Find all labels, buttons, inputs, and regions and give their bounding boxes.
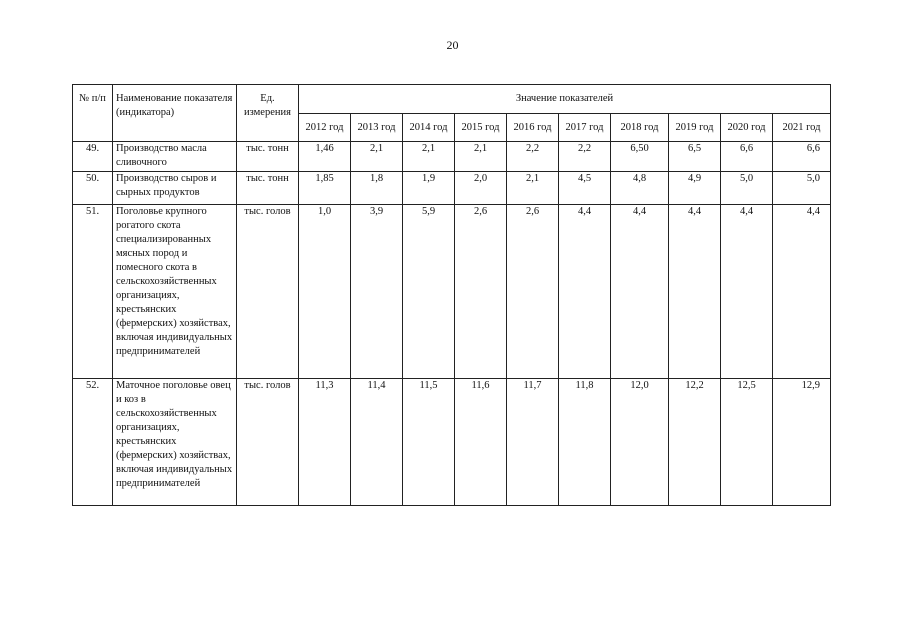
unit-cell: тыс. голов <box>237 379 299 506</box>
value-cell: 1,0 <box>299 205 351 379</box>
header-year: 2015 год <box>455 114 507 142</box>
value-cell: 11,5 <box>403 379 455 506</box>
header-name: Наименование показателя (индикатора) <box>113 85 237 142</box>
value-cell: 2,6 <box>507 205 559 379</box>
header-year: 2021 год <box>773 114 831 142</box>
indicator-name: Маточное поголовье овец и коз в сельскохозяйственных организациях, крестьянских (фермерских) хозяйствах, включая индивидуальных предпринимателей <box>113 379 237 506</box>
value-cell: 2,1 <box>455 142 507 172</box>
value-cell: 6,50 <box>611 142 669 172</box>
unit-cell: тыс. тонн <box>237 172 299 205</box>
table-row <box>73 142 831 172</box>
table-row <box>73 379 831 506</box>
indicator-name: Производство масла сливочного <box>113 142 237 172</box>
table-row <box>73 172 831 205</box>
header-year: 2012 год <box>299 114 351 142</box>
value-cell: 4,8 <box>611 172 669 205</box>
value-cell: 11,4 <box>351 379 403 506</box>
value-cell: 1,46 <box>299 142 351 172</box>
value-cell: 6,6 <box>721 142 773 172</box>
value-cell: 2,6 <box>455 205 507 379</box>
table-row <box>73 205 831 379</box>
value-cell: 3,9 <box>351 205 403 379</box>
value-cell: 4,4 <box>559 205 611 379</box>
row-number: 50. <box>73 172 113 205</box>
header-unit: Ед. измерения <box>237 85 299 142</box>
value-cell: 5,0 <box>721 172 773 205</box>
value-cell: 11,8 <box>559 379 611 506</box>
header-year: 2017 год <box>559 114 611 142</box>
value-cell: 2,1 <box>403 142 455 172</box>
row-number: 52. <box>73 379 113 506</box>
value-cell: 5,9 <box>403 205 455 379</box>
value-cell: 1,9 <box>403 172 455 205</box>
row-number: 49. <box>73 142 113 172</box>
value-cell: 12,2 <box>669 379 721 506</box>
value-cell: 6,6 <box>773 142 831 172</box>
indicators-table <box>72 84 831 506</box>
value-cell: 4,4 <box>773 205 831 379</box>
header-year: 2018 год <box>611 114 669 142</box>
header-year: 2013 год <box>351 114 403 142</box>
value-cell: 4,9 <box>669 172 721 205</box>
value-cell: 2,1 <box>507 172 559 205</box>
value-cell: 5,0 <box>773 172 831 205</box>
value-cell: 1,85 <box>299 172 351 205</box>
value-cell: 11,6 <box>455 379 507 506</box>
value-cell: 2,2 <box>507 142 559 172</box>
value-cell: 4,4 <box>611 205 669 379</box>
value-cell: 12,9 <box>773 379 831 506</box>
header-year: 2020 год <box>721 114 773 142</box>
value-cell: 2,0 <box>455 172 507 205</box>
unit-cell: тыс. тонн <box>237 142 299 172</box>
value-cell: 2,1 <box>351 142 403 172</box>
page-number: 20 <box>446 38 459 52</box>
header-year: 2019 год <box>669 114 721 142</box>
indicator-name: Поголовье крупного рогатого скота специализированных мясных пород и помесного скота в сельскохозяйственных организациях, крестьянских (фермерских) хозяйствах, включая индивидуальных предпринимателей <box>113 205 237 379</box>
value-cell: 4,4 <box>669 205 721 379</box>
header-row-top <box>73 85 831 114</box>
header-year: 2014 год <box>403 114 455 142</box>
value-cell: 12,0 <box>611 379 669 506</box>
value-cell: 11,7 <box>507 379 559 506</box>
row-number: 51. <box>73 205 113 379</box>
value-cell: 2,2 <box>559 142 611 172</box>
unit-cell: тыс. голов <box>237 205 299 379</box>
value-cell: 1,8 <box>351 172 403 205</box>
indicator-name: Производство сыров и сырных продуктов <box>113 172 237 205</box>
value-cell: 12,5 <box>721 379 773 506</box>
value-cell: 4,5 <box>559 172 611 205</box>
header-values-group: Значение показателей <box>299 85 831 114</box>
value-cell: 4,4 <box>721 205 773 379</box>
header-year: 2016 год <box>507 114 559 142</box>
header-num: № п/п <box>73 85 113 142</box>
value-cell: 6,5 <box>669 142 721 172</box>
value-cell: 11,3 <box>299 379 351 506</box>
